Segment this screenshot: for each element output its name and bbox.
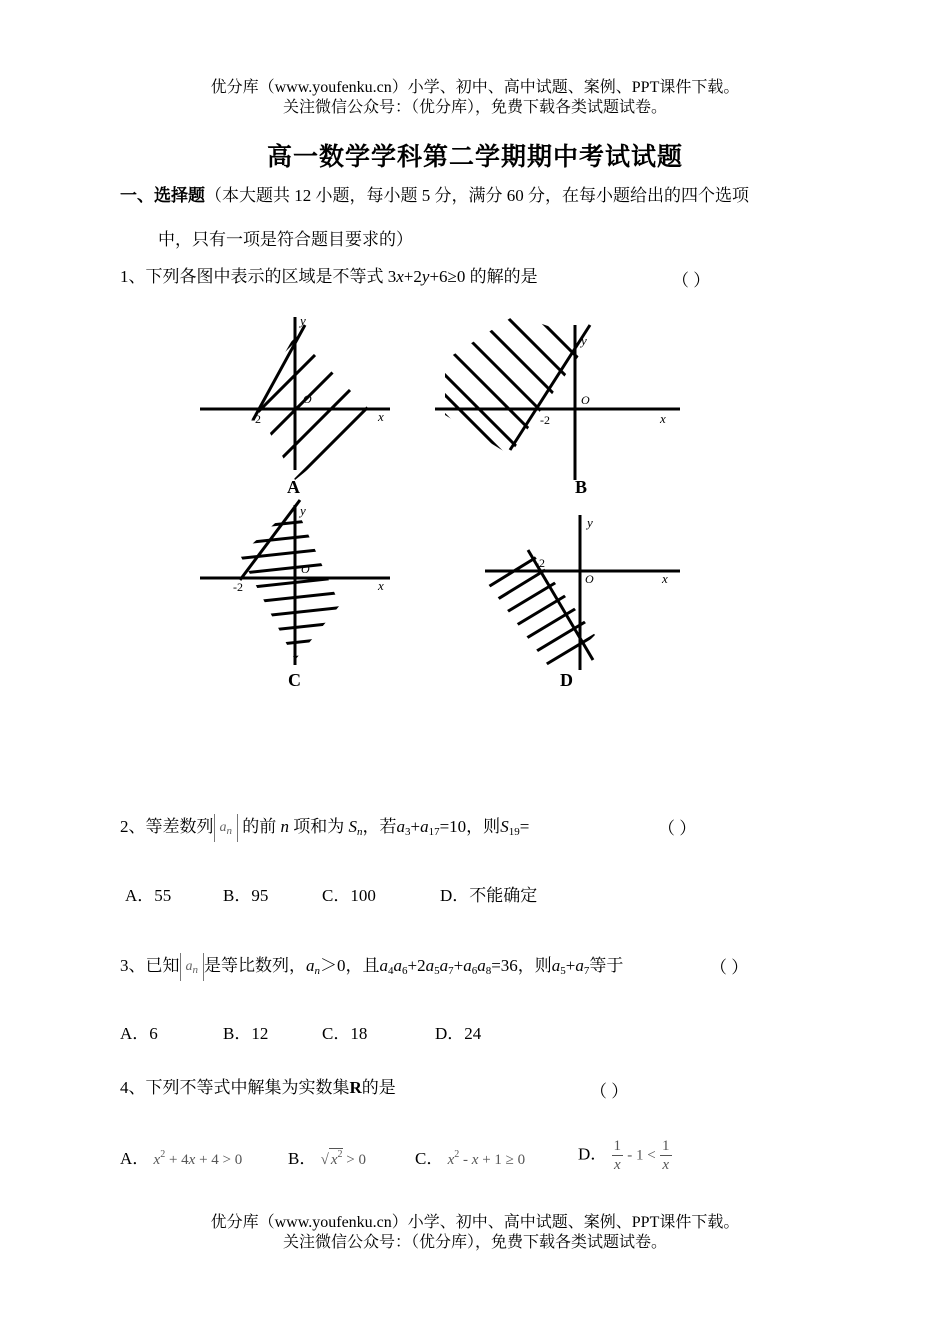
- q2-option-b: B．95: [223, 886, 269, 905]
- graph-c-label: C: [288, 670, 301, 690]
- question-4: [120, 1077, 396, 1099]
- q4-option-a: [120, 1148, 242, 1171]
- q4-option-b-label: B．: [288, 1149, 317, 1168]
- section-label: 一、选择题: [120, 186, 205, 205]
- graph-c-m2-label: -2: [233, 580, 243, 594]
- question-1: 1、下列各图中表示的区域是不等式 3x+2y+6≥0 的解的是: [120, 267, 538, 286]
- header-line-1: 优分库（www.youfenku.cn）小学、初中、高中试题、案例、PPT课件下载。: [210, 79, 740, 96]
- q3-prefix: 3、已知: [120, 955, 180, 975]
- graph-d-y-label: y: [587, 515, 593, 530]
- graph-b-y-label: y: [581, 333, 587, 348]
- q3-option-d: D．24: [435, 1024, 482, 1043]
- q2-prefix: 2、等差数列: [120, 816, 214, 836]
- section-desc-2: 中，只有一项是符合题目要求的）: [158, 230, 413, 249]
- q4-prefix: 4、下列不等式中解集为实数集: [120, 1078, 350, 1097]
- q4-option-d-frac-1: $\frac{1}{x}$: [613, 1138, 622, 1173]
- q4-option-c-expr: $x^2 - x + 1 \ge 0$: [447, 1149, 526, 1168]
- q4-option-b: [288, 1148, 366, 1171]
- q4-tail: 的是: [361, 1078, 396, 1097]
- page-title: 高一数学学科第二学期期中考试试题: [266, 142, 683, 171]
- q2-option-d: D．不能确定: [440, 886, 538, 905]
- graph-d-o-label: O: [585, 572, 594, 586]
- q3-mid: 是等比数列，: [204, 955, 306, 975]
- q4-option-c: [415, 1148, 525, 1171]
- q4-answer-paren: （ ）: [590, 1082, 629, 1101]
- graph-c-y-label: y: [300, 503, 306, 518]
- graph-b-x-label: x: [660, 411, 666, 426]
- q2-answer-paren: （ ）: [658, 819, 697, 838]
- graph-a-y-label: y: [300, 313, 306, 328]
- q1-graphs: [195, 305, 690, 700]
- graph-d-label: D: [560, 670, 573, 690]
- q1-answer-paren: （ ）: [672, 271, 711, 290]
- graph-a: [195, 310, 425, 515]
- q4-option-a-expr: $x^2 + 4x + 4 > 0$: [153, 1149, 243, 1168]
- q4-option-c-label: C．: [415, 1149, 444, 1168]
- graph-b-m2-label: -2: [540, 413, 550, 427]
- graph-b: [435, 305, 680, 497]
- q2-sequence: $a_n$: [214, 814, 239, 842]
- graph-d-m2-label: -2: [535, 556, 545, 570]
- graph-c: [200, 500, 390, 690]
- q2-mid2: 项和为: [293, 816, 345, 836]
- q4-option-d-frac-2: $\frac{1}{x}$: [662, 1138, 670, 1173]
- q1-prefix: 1、下列各图中表示的区域是不等式 3: [120, 267, 397, 286]
- question-3: 3、已知 $a_n$ 是等比数列，$a_n>0$，且$a_4a_6+2a_5a_7+a_6a_8=36$，则$a_5+a_7$等于: [120, 953, 623, 981]
- q3-tail: 等于: [589, 955, 624, 975]
- graph-d-x-label: x: [662, 571, 668, 586]
- q3-sequence: $a_n$: [180, 953, 205, 981]
- section-heading: [120, 185, 749, 207]
- footer-line-1: 优分库（www.youfenku.cn）小学、初中、高中试题、案例、PPT课件下载。: [210, 1214, 740, 1231]
- question-2: 2、等差数列 $a_n$ 的前 n 项和为 $S_n$，若$a_3+a_{17}=10$，则$S_{19}=$: [120, 814, 529, 842]
- graph-a-o-label: O: [303, 392, 312, 406]
- footer-line-2: 关注微信公众号：（优分库），免费下载各类试题试卷。: [282, 1234, 667, 1251]
- section-desc: （本大题共 12 小题，每小题 5 分，满分 60 分，在每小题给出的四个选项: [205, 186, 749, 205]
- q4-r: R: [349, 1078, 362, 1097]
- q2-n: n: [280, 816, 289, 836]
- graph-a-m2-label: -2: [251, 412, 261, 426]
- q2-option-c: C．100: [322, 886, 376, 905]
- q3-option-c: C．18: [322, 1024, 368, 1043]
- graph-a-label: A: [287, 477, 300, 497]
- q3-option-a: A．6: [120, 1024, 158, 1043]
- q2-s: S: [348, 816, 357, 836]
- q4-option-b-expr: √ $x^2 > 0$: [321, 1152, 366, 1168]
- q2-mid3: ，若: [362, 816, 397, 836]
- graph-b-label: B: [575, 477, 588, 497]
- q4-option-d: D． $\frac{1}{x}$ - 1 < $\frac{1}{x}$: [578, 1138, 670, 1173]
- q4-option-a-label: A．: [120, 1149, 150, 1168]
- graph-c-o-label: O: [301, 562, 310, 576]
- q4-option-d-label: D．: [578, 1144, 608, 1164]
- q2-option-a: A．55: [125, 886, 172, 905]
- q2-cond: =10，则: [439, 816, 501, 836]
- q3-cond2: =36，则: [491, 955, 552, 975]
- graph-d: [475, 515, 680, 690]
- q3-answer-paren: （ ）: [710, 958, 749, 977]
- q3-option-b: B．12: [223, 1024, 269, 1043]
- header-line-2: 关注微信公众号：（优分库），免费下载各类试题试卷。: [282, 99, 667, 116]
- q2-mid: 的前: [242, 816, 277, 836]
- graph-c-x-label: x: [378, 578, 384, 593]
- graph-b-o-label: O: [581, 393, 590, 407]
- q3-cond1: ＞0，且: [320, 955, 380, 975]
- graph-a-x-label: x: [378, 409, 384, 424]
- q1-rest: 的解的是: [469, 267, 538, 286]
